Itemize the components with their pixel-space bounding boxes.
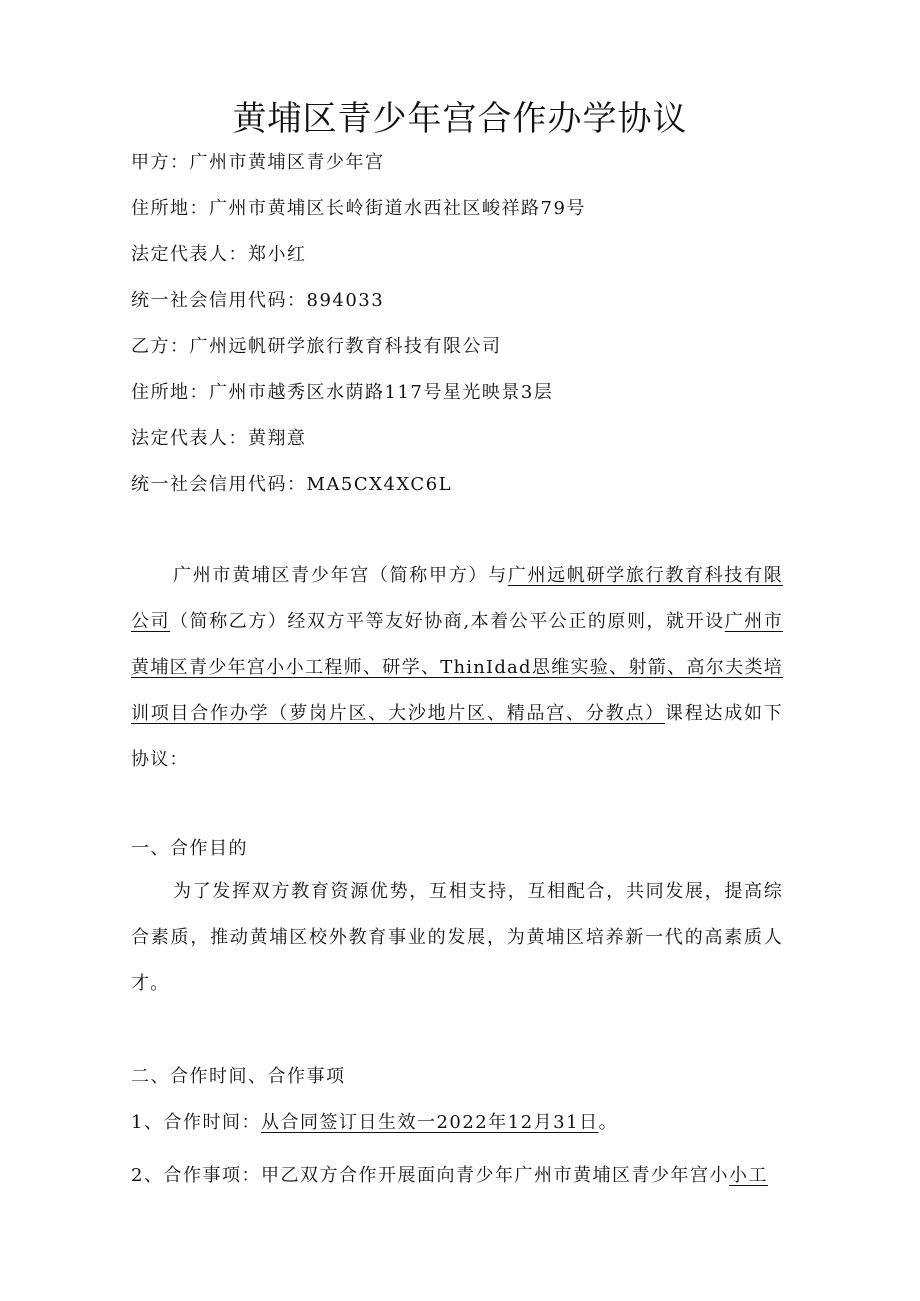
project-name: 广州市黄埔区青少年宫小小工程师、研学、ThinIdad思维实验、射箭、高尔夫类培训项目合作办学（萝岗片区、大沙地片区、精品宫、分教点） — [131, 611, 783, 724]
cooperation-period: 从合同签订日生效一2022年12月31日 — [260, 1112, 599, 1133]
item-2-underlined: 小工 — [728, 1165, 768, 1186]
section-2-item-1 — [131, 1110, 791, 1136]
document-title: 黄埔区青少年宫合作办学协议 — [232, 99, 688, 139]
intro-paragraph — [131, 553, 783, 783]
party-a-address: 住所地：广州市黄埔区长岭街道水西社区峻祥路79号 — [131, 198, 586, 219]
item-2-label: 2、合作事项：甲乙双方合作开展面向青少年广州市黄埔区青少年宫小 — [131, 1165, 729, 1186]
section-2-heading: 二、合作时间、合作事项 — [131, 1066, 346, 1087]
party-a-representative: 法定代表人：郑小红 — [131, 244, 307, 265]
section-2-item-2 — [131, 1163, 791, 1189]
intro-text-1: 广州市黄埔区青少年宫（简称甲方）与 — [173, 565, 508, 586]
party-a-credit-code: 统一社会信用代码：894033 — [131, 290, 385, 311]
party-a-name: 甲方：广州市黄埔区青少年宫 — [131, 152, 385, 173]
section-1-body: 为了发挥双方教育资源优势，互相支持，互相配合，共同发展，提高综合素质，推动黄埔区校外教育事业的发展，为黄埔区培养新一代的高素质人才。 — [131, 881, 783, 994]
intro-text-2: （简称乙方）经双方平等友好协商,本着公平公正的原则，就开设 — [170, 611, 725, 632]
item-1-label: 1、合作时间： — [131, 1112, 261, 1133]
section-1-heading: 一、合作目的 — [131, 838, 248, 859]
intro-text-3: 课程达成如下协议： — [131, 703, 783, 770]
party-b-credit-code: 统一社会信用代码：MA5CX4XC6L — [131, 474, 453, 495]
party-b-address: 住所地：广州市越秀区水荫路117号星光映景3层 — [131, 382, 554, 403]
party-b-name: 乙方：广州远帆研学旅行教育科技有限公司 — [131, 336, 502, 357]
party-b-company-name: 广州远帆研学旅行教育科技有限公司 — [131, 565, 783, 632]
party-b-representative: 法定代表人：黄翔意 — [131, 428, 307, 449]
item-1-end: 。 — [598, 1112, 619, 1133]
